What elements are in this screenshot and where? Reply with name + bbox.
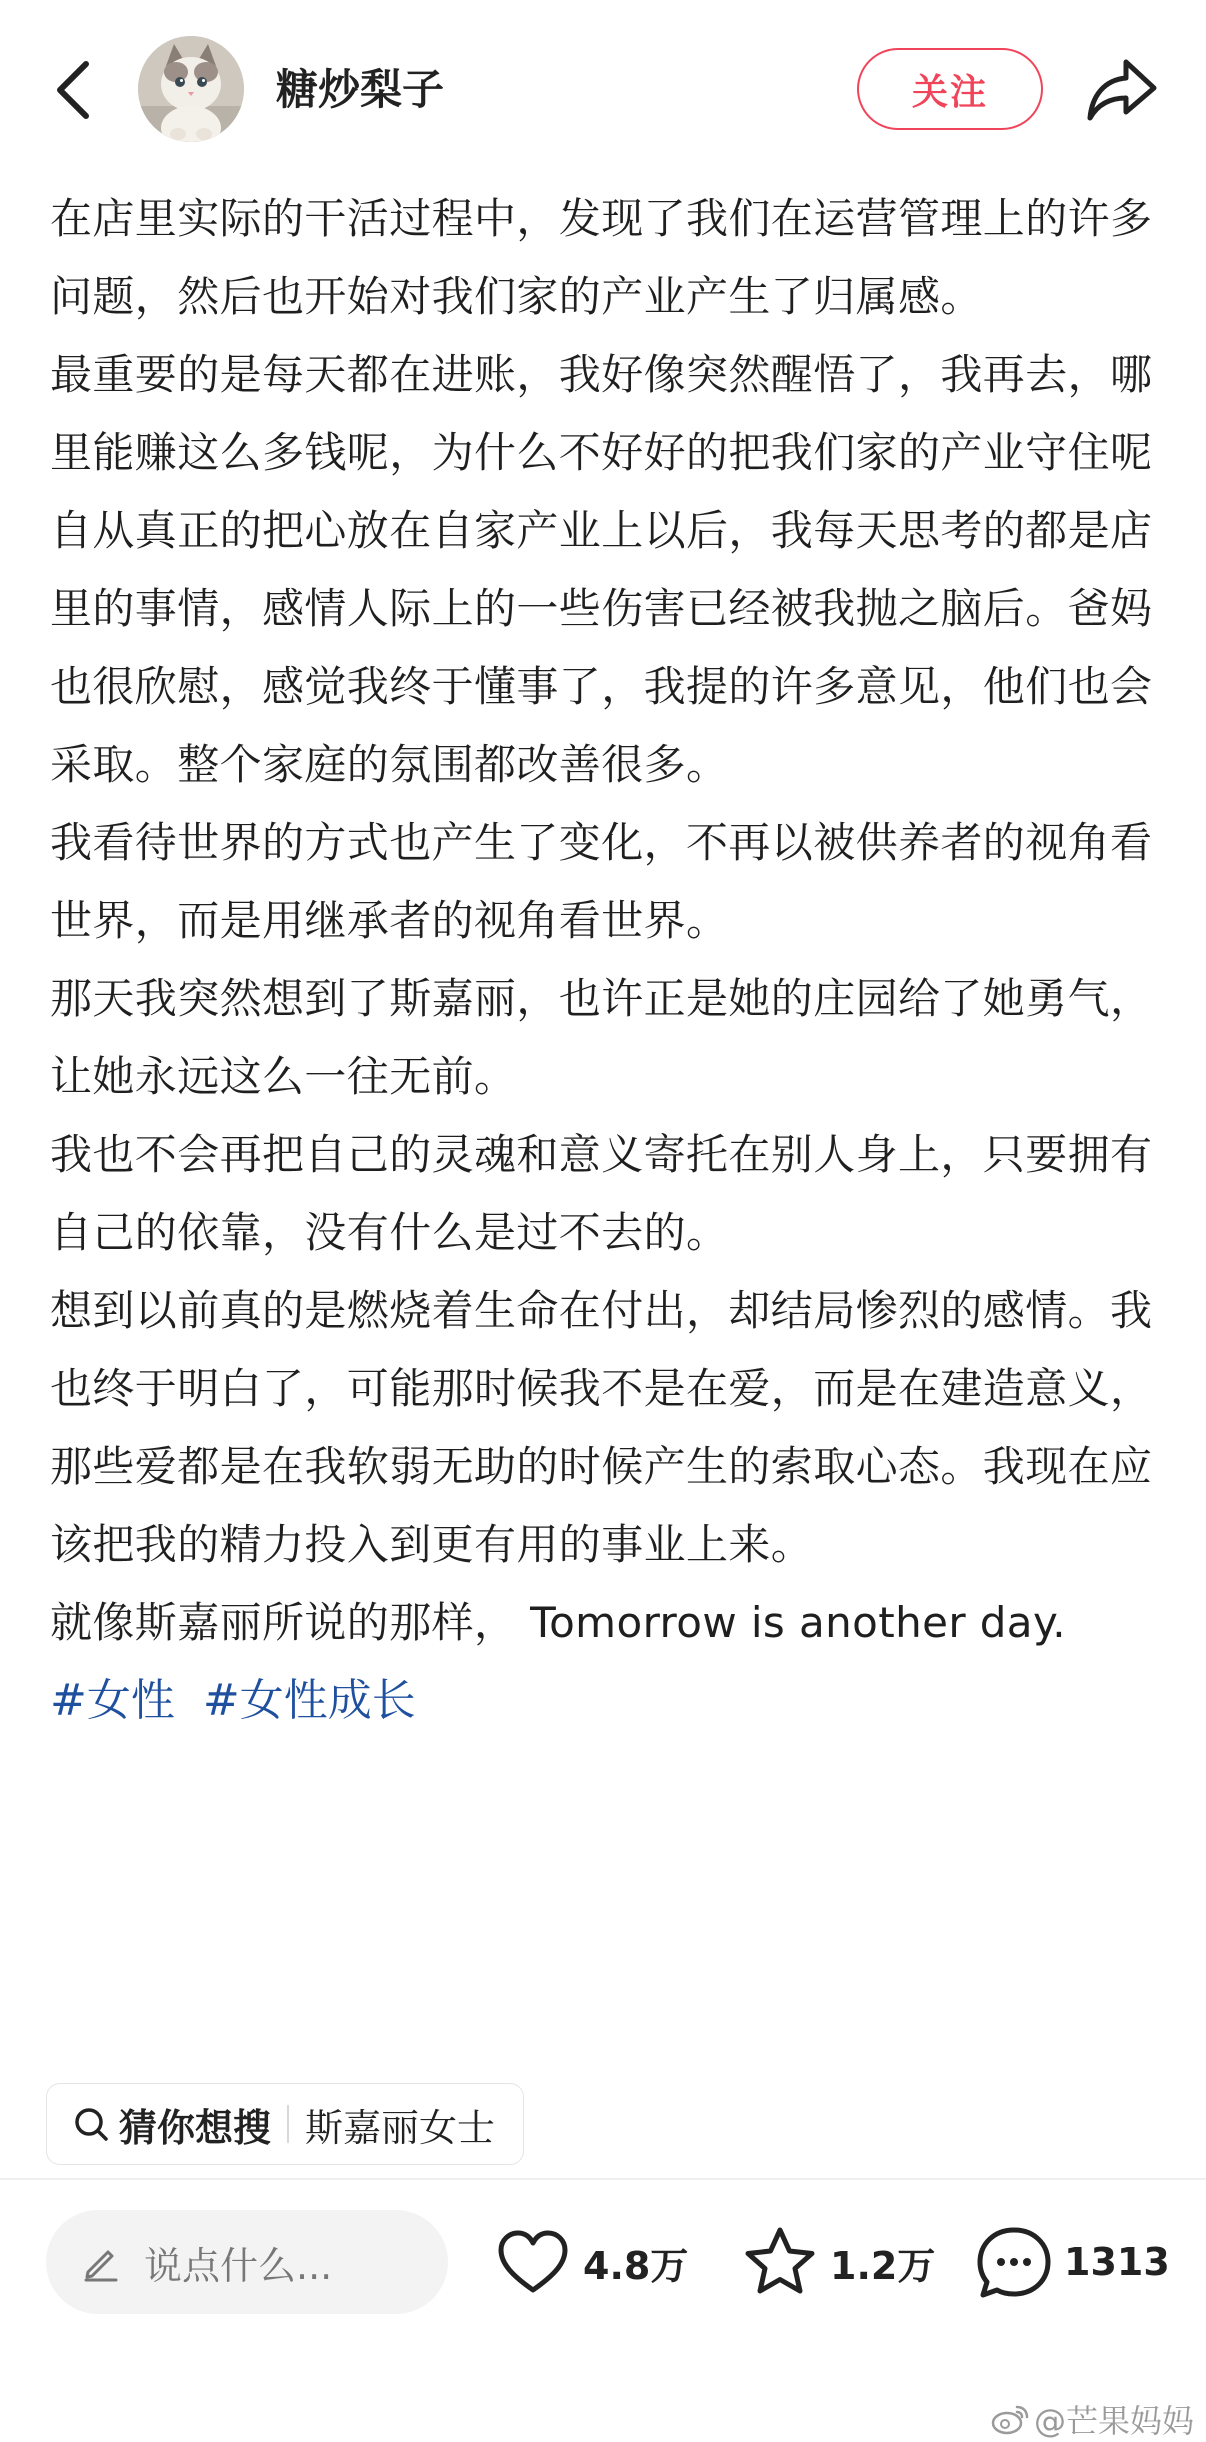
comment-button[interactable] (974, 2222, 1170, 2302)
comment-input[interactable] (46, 2210, 448, 2314)
tag-women-growth[interactable]: #女性成长 (202, 1675, 416, 1726)
favorite-count: 1.2万 (830, 2243, 936, 2288)
like-count: 4.8万 (583, 2243, 689, 2288)
search-suggestion-prefix: 猜你想搜 (119, 2105, 272, 2150)
search-suggestion-chip[interactable] (46, 2083, 524, 2165)
chevron-left-icon (40, 50, 110, 130)
post-paragraph-2: 最重要的是每天都在进账，我好像突然醒悟了，我再去，哪里能赚这么多钱呢，为什么不好好的把我们家的产业守住呢 (50, 350, 1153, 477)
avatar[interactable] (138, 36, 244, 142)
share-button[interactable] (1082, 50, 1162, 130)
search-icon (71, 2104, 111, 2144)
comment-bubble-icon (974, 2222, 1054, 2302)
favorite-button[interactable] (740, 2222, 935, 2302)
author-name[interactable]: 糖炒梨子 (276, 65, 445, 114)
heart-icon (493, 2222, 573, 2302)
back-button[interactable] (40, 50, 110, 130)
post-paragraph-3: 自从真正的把心放在自家产业上以后，我每天思考的都是店里的事情，感情人际上的一些伤害已经被我抛之脑后。爸妈也很欣慰，感觉我终于懂事了，我提的许多意见，他们也会采取。整个家庭的氛围都改善很多。 (50, 506, 1153, 789)
comment-placeholder: 说点什么... (144, 2243, 333, 2288)
pencil-icon (78, 2240, 122, 2284)
post-header (0, 0, 1206, 180)
watermark-text: @芒果妈妈 (1033, 2402, 1194, 2440)
weibo-logo-icon (990, 2403, 1030, 2435)
star-icon (740, 2222, 820, 2302)
tag-list (50, 1662, 1160, 1740)
post-paragraph-7: 想到以前真的是燃烧着生命在付出，却结局惨烈的感情。我也终于明白了，可能那时候我不是在爱，而是在建造意义，那些爱都是在我软弱无助的时候产生的索取心态。我现在应该把我的精力投入到更有用的事业上来。 (50, 1286, 1153, 1569)
post-paragraph-8: 就像斯嘉丽所说的那样， Tomorrow is another day. (50, 1598, 1066, 1647)
chip-divider (287, 2105, 289, 2143)
kitten-avatar-icon (138, 36, 244, 142)
tag-women[interactable]: #女性 (50, 1675, 175, 1726)
search-suggestion-query: 斯嘉丽女士 (305, 2105, 496, 2150)
post-paragraph-1: 在店里实际的干活过程中，发现了我们在运营管理上的许多问题，然后也开始对我们家的产业产生了归属感。 (50, 194, 1153, 321)
post-paragraph-6: 我也不会再把自己的灵魂和意义寄托在别人身上，只要拥有自己的依靠，没有什么是过不去的。 (50, 1130, 1153, 1257)
post-paragraph-5: 那天我突然想到了斯嘉丽，也许正是她的庄园给了她勇气，让她永远这么一往无前。 (50, 974, 1153, 1101)
post-content (50, 180, 1160, 1740)
post-paragraph-4: 我看待世界的方式也产生了变化，不再以被供养者的视角看世界，而是用继承者的视角看世界。 (50, 818, 1153, 945)
bottom-bar-divider (0, 2178, 1206, 2180)
comment-count: 1313 (1064, 2240, 1170, 2284)
share-arrow-icon (1082, 50, 1162, 130)
follow-button[interactable]: 关注 (857, 48, 1043, 130)
like-button[interactable] (493, 2222, 688, 2302)
weibo-watermark (990, 2396, 1194, 2442)
